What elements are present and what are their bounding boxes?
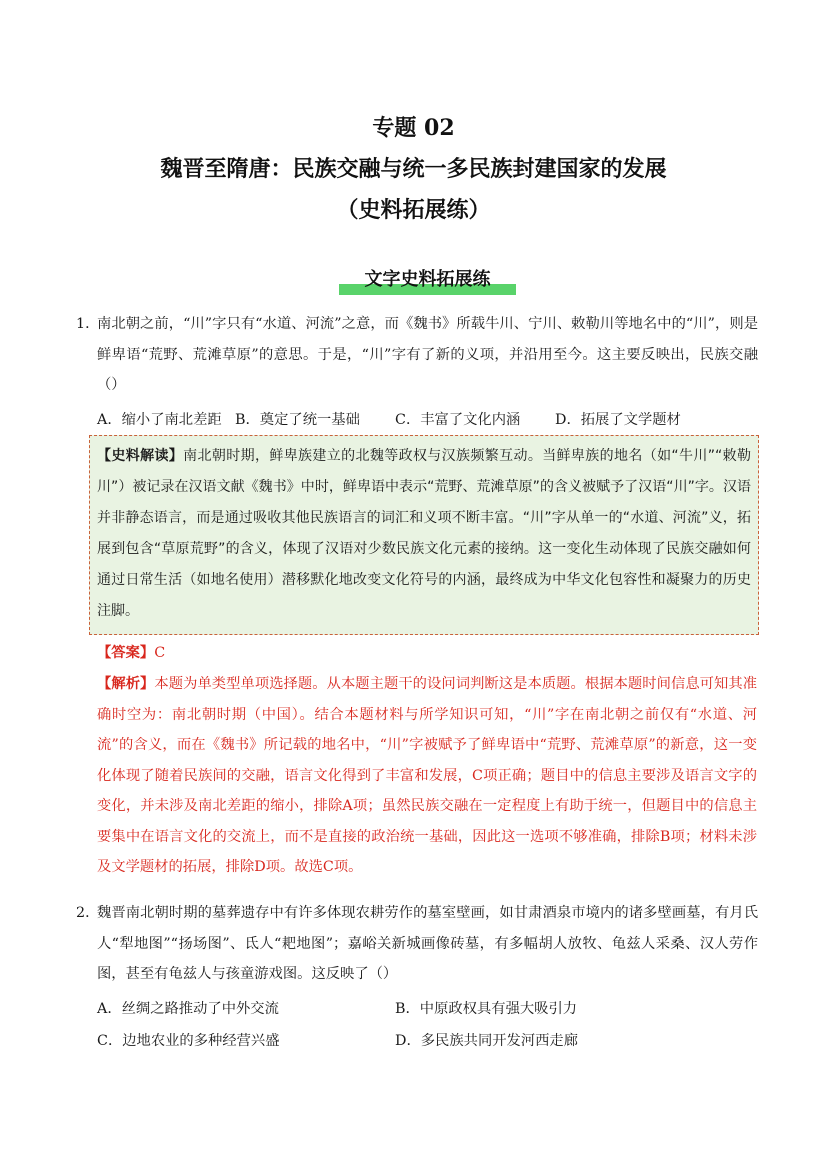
- analysis-block: [97, 669, 757, 883]
- option-c: C．丰富了文化内涵: [395, 412, 521, 428]
- answer-line: [97, 638, 757, 669]
- option-a: A．缩小了南北差距: [97, 412, 222, 428]
- topic-number: 专题 02: [372, 115, 455, 141]
- page-title: 魏晋至隋唐：民族交融与统一多民族封建国家的发展: [160, 156, 667, 182]
- option-d: D．拓展了文学题材: [555, 412, 681, 428]
- interpretation-label: 【史料解读】: [97, 448, 184, 464]
- option-b: B．奠定了统一基础: [235, 412, 360, 428]
- page-subtitle: （史料拓展练）: [336, 197, 491, 223]
- question-stem: 南北朝之前，“川”字只有“水道、河流”之意，而《魏书》所载牛川、宁川、敕勒川等地名中的“川”，则是鲜卑语“荒野、荒滩草原”的意思。于是，“川”字有了新的义项，并沿用至今。这主要反映出，民族交融（）: [97, 316, 758, 393]
- option-c: C．边地农业的多种经营兴盛: [97, 1033, 280, 1049]
- option-a: A．丝绸之路推动了中外交流: [97, 1001, 279, 1017]
- source-interpretation-box: [89, 435, 759, 635]
- option-b: B．中原政权具有强大吸引力: [395, 1001, 578, 1017]
- section-banner: [339, 264, 516, 297]
- option-d: D．多民族共同开发河西走廊: [395, 1033, 579, 1049]
- question-number: 2．: [76, 905, 100, 921]
- question-number: 1．: [76, 316, 100, 332]
- source-interpretation: [97, 441, 751, 627]
- analysis-text: 本题为单类型单项选择题。从本题主题干的设问词判断这是本质题。根据本题时间信息可知其准确时空为：南北朝时期（中国）。结合本题材料与所学知识可知，“川”字在南北朝之前仅有“水道、河流”的含义，而在《魏书》所记载的地名中，“川”字被赋予了鲜卑语中“荒野、荒滩草原”的新意，这一变化体现了随着民族间的交融，语言文化得到了丰富和发展，C项正确；题目中的信息主要涉及语言文字的变化，并未涉及南北差距的缩小，排除A项；虽然民族交融在一定程度上有助于统一，但题目中的信息主要集中在语言文化的交流上，而不是直接的政治统一基础，因此这一选项不够准确，排除B项；材料未涉及文学题材的拓展，排除D项。故选C项。: [97, 676, 758, 875]
- section-title: 文字史料拓展练: [364, 269, 491, 290]
- question-stem: 魏晋南北朝时期的墓葬遗存中有许多体现农耕劳作的墓室壁画，如甘肃酒泉市境内的诸多壁画墓，有月氏人“犁地图”“扬场图”、氐人“耙地图”；嘉峪关新城画像砖墓，有多幅胡人放牧、龟兹人采桑、汉人劳作图，甚至有龟兹人与孩童游戏图。这反映了（）: [97, 905, 758, 982]
- answer-label: 【答案】: [97, 645, 155, 661]
- analysis-label: 【解析】: [97, 676, 155, 692]
- title-block: [0, 108, 827, 231]
- answer-value: C: [154, 645, 166, 661]
- interpretation-text: 南北朝时期，鲜卑族建立的北魏等政权与汉族频繁互动。当鲜卑族的地名（如“牛川”“敕勒川”）被记录在汉语文献《魏书》中时，鲜卑语中表示“荒野、荒滩草原”的含义被赋予了汉语“川”字。汉语并非静态语言，而是通过吸收其他民族语言的词汇和义项不断丰富。“川”字从单一的“水道、河流”义，拓展到包含“草原荒野”的含义，体现了汉语对少数民族文化元素的接纳。这一变化生动体现了民族交融如何通过日常生活（如地名使用）潜移默化地改变文化符号的内涵，最终成为中华文化包容性和凝聚力的历史注脚。: [97, 448, 751, 619]
